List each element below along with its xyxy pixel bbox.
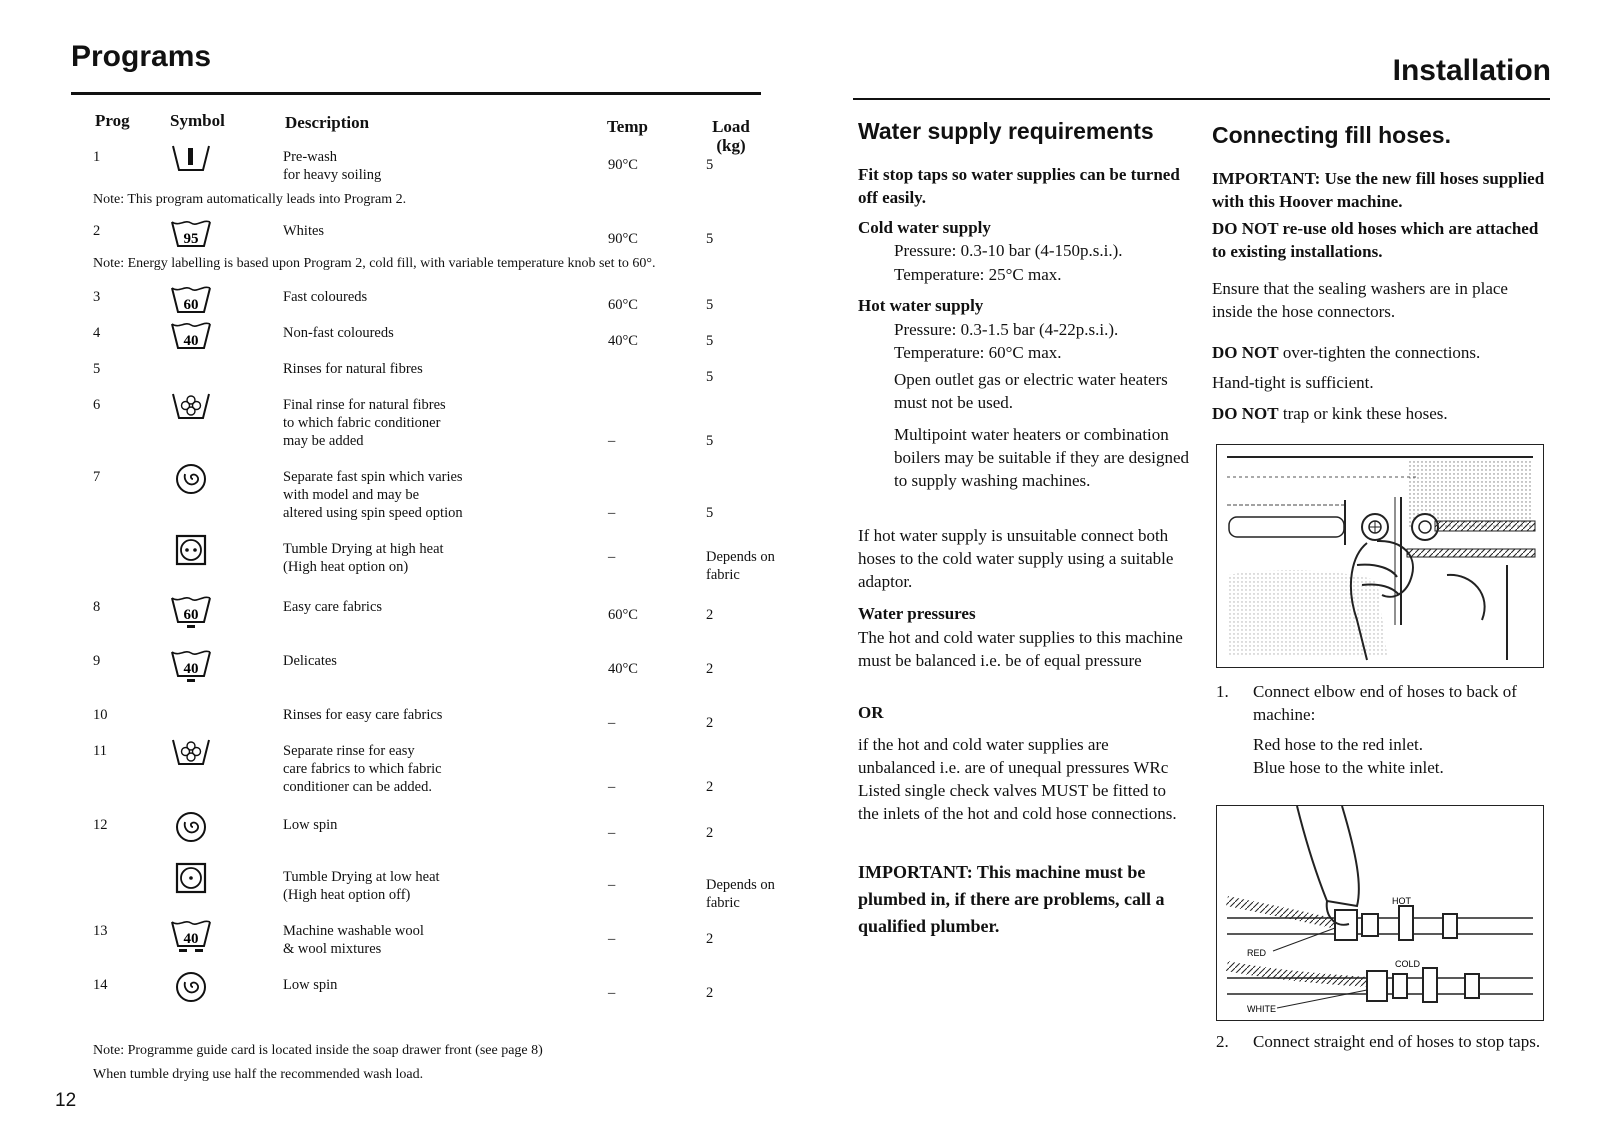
description-line: may be added (283, 433, 364, 449)
program-number: 4 (93, 325, 101, 341)
description-line: altered using spin speed option (283, 505, 463, 521)
program-temperature: – (608, 715, 616, 731)
description-line: Tumble Drying at high heat (283, 541, 444, 557)
hot-supply-heading: Hot water supply (858, 296, 984, 315)
note-program-2: Note: Energy labelling is based upon Program 2, cold fill, with variable temperature knob set to 60°. (93, 256, 656, 271)
description-line: Easy care fabrics (283, 599, 383, 615)
sealing-washers-text: Ensure that the sealing washers are in place inside the hose connectors. (1212, 279, 1508, 321)
program-description (283, 742, 583, 796)
step-2-text: Connect straight end of hoses to stop taps. (1253, 1032, 1541, 1051)
spin-icon (169, 970, 213, 1004)
cold-pressure: Pressure: 0.3-10 bar (4-150p.s.i.). (894, 241, 1123, 260)
important-plumbed-text: IMPORTANT: This machine must be plumbed in, if there are problems, call a qualified plumber. (858, 862, 1165, 936)
flower-rinse-icon (169, 736, 213, 770)
program-load: 5 (706, 433, 714, 449)
label-white: WHITE (1247, 1004, 1276, 1014)
program-load: 5 (706, 157, 714, 173)
tumble-high-icon (169, 534, 213, 568)
over-tighten-line (1212, 341, 1480, 364)
step-2-number: 2. (1216, 1032, 1229, 1051)
label-red: RED (1247, 948, 1267, 958)
description-line: Delicates (283, 653, 337, 669)
trap-kink-text: trap or kink these hoses. (1282, 404, 1448, 423)
figure-hose-back-of-machine (1216, 444, 1544, 668)
program-number: 13 (93, 923, 108, 939)
tub-95-icon (169, 216, 213, 250)
program-description (283, 324, 583, 342)
tub-40-icon (169, 318, 213, 352)
footnote-tumble-drying: When tumble drying use half the recommended wash load. (93, 1067, 424, 1082)
program-temperature: – (608, 505, 616, 521)
program-number: 14 (93, 977, 108, 993)
program-description (283, 652, 583, 670)
svg-text:40: 40 (183, 931, 199, 947)
program-load: Depends on fabric (706, 549, 775, 583)
tumble-low-icon (169, 862, 213, 896)
program-temperature: – (608, 931, 616, 947)
svg-text:40: 40 (183, 661, 199, 677)
program-number: 1 (93, 149, 101, 165)
heading-water-supply: Water supply requirements (858, 118, 1154, 144)
title-rule-right (853, 98, 1550, 100)
page-title-programs: Programs (71, 40, 212, 73)
tub-60-bar-icon (169, 592, 213, 626)
do-not-label: DO NOT (1212, 404, 1279, 423)
description-line: for heavy soiling (283, 167, 382, 183)
cold-temperature: Temperature: 25°C max. (894, 265, 1062, 284)
header-symbol: Symbol (170, 111, 225, 130)
program-description (283, 468, 583, 522)
program-load: 5 (706, 333, 714, 349)
program-temperature: – (608, 779, 616, 795)
svg-text:60: 60 (183, 297, 199, 313)
program-load: 2 (706, 931, 714, 947)
or-text: OR (858, 703, 884, 722)
program-description (283, 396, 583, 450)
program-number: 10 (93, 707, 108, 723)
trap-kink-line (1212, 402, 1448, 425)
open-outlet-note: Open outlet gas or electric water heaters must not be used. (894, 370, 1168, 412)
program-load: 5 (706, 231, 714, 247)
description-line: conditioner can be added. (283, 779, 432, 795)
program-temperature: – (608, 825, 616, 841)
do-not-reuse-text: DO NOT re-use old hoses which are attached to existing installations. (1212, 219, 1539, 261)
important-new-hoses: IMPORTANT: Use the new fill hoses supplied with this Hoover machine. (1212, 169, 1545, 211)
program-description (283, 976, 583, 994)
prewash-icon (169, 142, 213, 176)
description-line: Low spin (283, 817, 338, 833)
program-description (283, 148, 583, 184)
description-line: Rinses for natural fibres (283, 361, 423, 377)
description-line: Separate fast spin which varies (283, 469, 463, 485)
stop-taps-text: Fit stop taps so water supplies can be turned off easily. (858, 165, 1180, 207)
program-description (283, 922, 583, 958)
program-temperature: – (608, 877, 616, 893)
program-number: 6 (93, 397, 101, 413)
hand-tight-text: Hand-tight is sufficient. (1212, 373, 1374, 392)
footnote-guide-card: Note: Programme guide card is located inside the soap drawer front (see page 8) (93, 1043, 543, 1058)
description-line: Whites (283, 223, 325, 239)
step-1-blue-hose: Blue hose to the white inlet. (1253, 758, 1444, 777)
header-temp: Temp (607, 117, 648, 136)
tub-40-wool-icon (169, 916, 213, 950)
over-tighten-text: over-tighten the connections. (1282, 343, 1481, 362)
description-line: Final rinse for natural fibres (283, 397, 446, 413)
description-line: Separate rinse for easy (283, 743, 415, 759)
step-1-number: 1. (1216, 682, 1229, 701)
program-temperature: – (608, 433, 616, 449)
svg-text:60: 60 (183, 607, 199, 623)
program-temperature: 60°C (608, 297, 638, 313)
water-pressures-heading: Water pressures (858, 604, 976, 623)
tub-40-bar-icon (169, 646, 213, 680)
header-load: Load (kg) (712, 117, 750, 155)
program-load: 5 (706, 505, 714, 521)
description-line: Tumble Drying at low heat (283, 869, 440, 885)
spin-icon (169, 810, 213, 844)
svg-text:95: 95 (183, 231, 199, 247)
page-title-installation: Installation (1392, 54, 1551, 87)
description-line: care fabrics to which fabric (283, 761, 442, 777)
program-temperature: – (608, 549, 616, 565)
program-number: 5 (93, 361, 101, 377)
title-rule (71, 92, 761, 95)
program-temperature: 40°C (608, 661, 638, 677)
description-line: Non-fast coloureds (283, 325, 394, 341)
description-line: to which fabric conditioner (283, 415, 441, 431)
label-cold: COLD (1395, 959, 1421, 969)
program-load: 2 (706, 661, 714, 677)
note-program-1: Note: This program automatically leads into Program 2. (93, 192, 407, 207)
program-number: 9 (93, 653, 101, 669)
step-1-red-hose: Red hose to the red inlet. (1253, 735, 1423, 754)
page-number: 12 (55, 1090, 77, 1111)
program-load: 5 (706, 369, 714, 385)
program-load: 2 (706, 985, 714, 1001)
cold-supply-heading: Cold water supply (858, 218, 991, 237)
description-line: Pre-wash (283, 149, 337, 165)
do-not-label: DO NOT (1212, 343, 1279, 362)
program-temperature: – (608, 985, 616, 1001)
program-description (283, 598, 583, 616)
program-load: 2 (706, 825, 714, 841)
program-number: 8 (93, 599, 101, 615)
description-line: Rinses for easy care fabrics (283, 707, 443, 723)
program-load: 2 (706, 779, 714, 795)
description-line: Fast coloureds (283, 289, 368, 305)
program-description (283, 706, 583, 724)
program-load: 2 (706, 607, 714, 623)
program-number: 2 (93, 223, 101, 239)
program-description (283, 868, 583, 904)
multipoint-note: Multipoint water heaters or combination boilers may be suitable if they are designed to supply washing machines. (894, 425, 1190, 490)
unbalanced-text: if the hot and cold water supplies are unbalanced i.e. are of unequal pressures WRc Listed single check valves MUST be fitted to the inlets of the hot and cold hose connections. (858, 735, 1177, 823)
hose-back-illustration (1217, 445, 1543, 667)
program-temperature: 60°C (608, 607, 638, 623)
program-number: 11 (93, 743, 107, 759)
flower-rinse-icon (169, 390, 213, 424)
program-description (283, 222, 583, 240)
description-line: with model and may be (283, 487, 420, 503)
header-prog: Prog (95, 111, 130, 130)
program-temperature: 90°C (608, 157, 638, 173)
stop-taps-illustration (1217, 806, 1543, 1020)
program-description (283, 816, 583, 834)
program-load: 5 (706, 297, 714, 313)
program-temperature: 90°C (608, 231, 638, 247)
hot-pressure: Pressure: 0.3-1.5 bar (4-22p.s.i.). (894, 320, 1119, 339)
program-number: 3 (93, 289, 101, 305)
unsuitable-supply-text: If hot water supply is unsuitable connect both hoses to the cold water supply using a suitable adaptor. (858, 526, 1174, 591)
figure-hose-stop-taps (1216, 805, 1544, 1021)
step-1-text: Connect elbow end of hoses to back of machine: (1253, 682, 1517, 724)
description-line: Low spin (283, 977, 338, 993)
program-description (283, 288, 583, 306)
program-load: Depends on fabric (706, 877, 775, 911)
program-number: 12 (93, 817, 108, 833)
hot-temperature: Temperature: 60°C max. (894, 343, 1062, 362)
description-line: (High heat option off) (283, 887, 411, 903)
program-number: 7 (93, 469, 101, 485)
header-description: Description (285, 113, 370, 132)
heading-fill-hoses: Connecting fill hoses. (1212, 122, 1451, 148)
svg-text:40: 40 (183, 333, 199, 349)
program-temperature: 40°C (608, 333, 638, 349)
description-line: & wool mixtures (283, 941, 382, 957)
program-description (283, 360, 583, 378)
water-pressures-text: The hot and cold water supplies to this machine must be balanced i.e. be of equal pressure (858, 628, 1183, 670)
program-load: 2 (706, 715, 714, 731)
description-line: Machine washable wool (283, 923, 424, 939)
label-hot: HOT (1392, 896, 1411, 906)
program-description (283, 540, 583, 576)
spin-icon (169, 462, 213, 496)
tub-60-icon (169, 282, 213, 316)
description-line: (High heat option on) (283, 559, 409, 575)
